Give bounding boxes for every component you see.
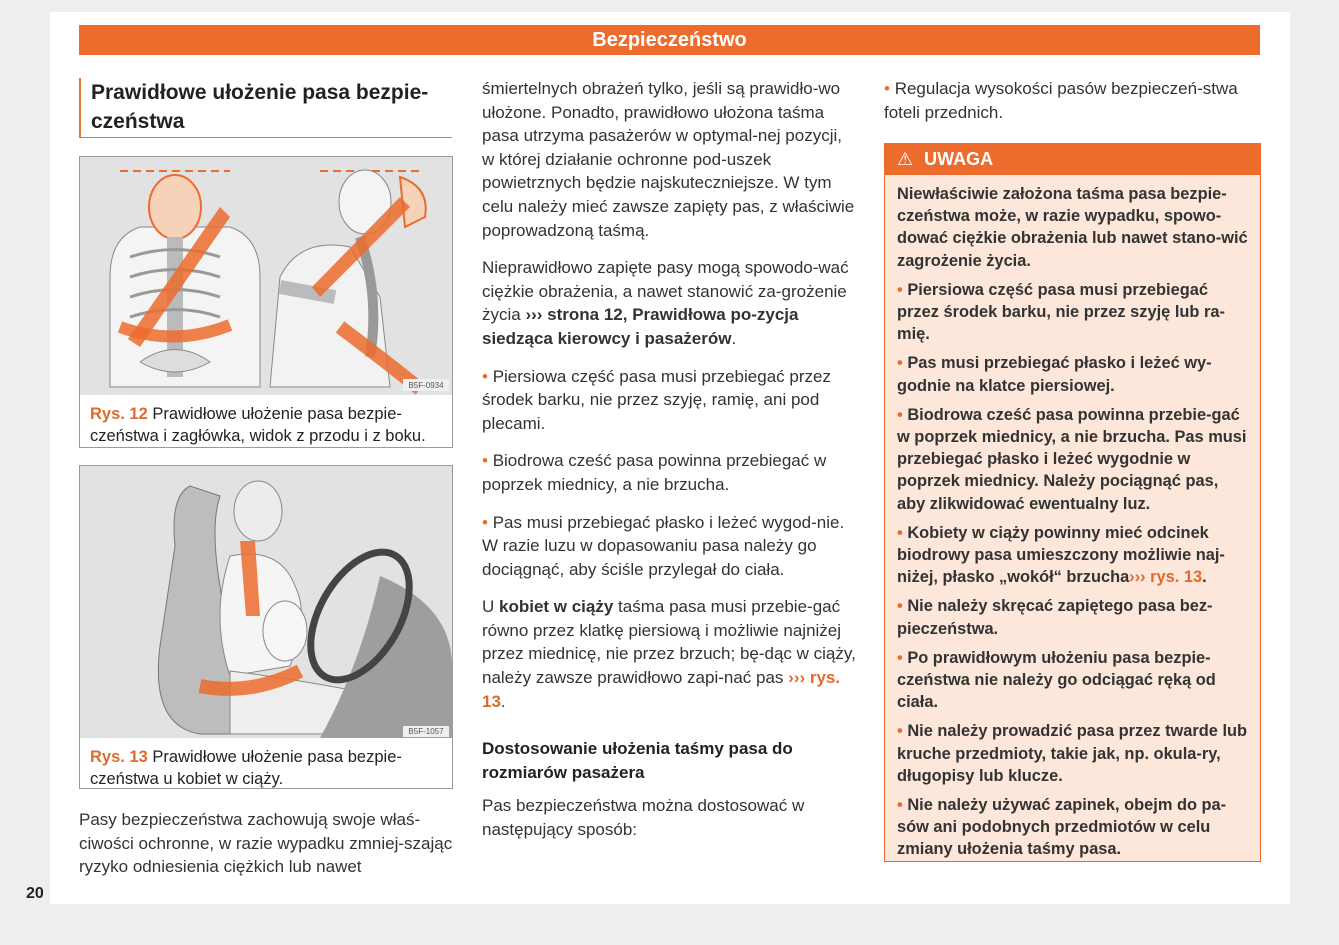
middle-paragraph-1: śmiertelnych obrażeń tylko, jeśli są prawidło-wo ułożone. Ponadto, prawidłowo ułożona taśma pasa utrzyma pasażerów w optymal-nej pozycji, w której działanie ochronne pod-uszek powietrznych będzie najskuteczniejsze. W tym celu należy mieć zawsze zapięty pas, z właściwie poprowadzoną taśmą. <box>482 79 855 240</box>
figure-13-caption <box>80 738 452 790</box>
figure-12-caption-text: Prawidłowe ułożenie pasa bezpie-czeństwa i zagłówka, widok z przodu i z boku. <box>90 405 426 445</box>
text-fragment: U <box>482 597 499 617</box>
bullet-text: Biodrowa cześć pasa powinna przebiegać w poprzek miednicy, a nie brzucha. <box>482 451 827 494</box>
bullet-icon: • <box>897 722 903 741</box>
bullet-text: Regulacja wysokości pasów bezpieczeń-stwa foteli przednich. <box>884 79 1238 122</box>
bullet-icon: • <box>482 512 488 532</box>
figure-13-reference-link[interactable]: ››› rys. 13 <box>482 668 841 711</box>
section-title-line2: czeństwa <box>91 110 185 133</box>
subheading: Dostosowanie ułożenia taśmy pasa do rozmiarów pasażera <box>482 739 793 782</box>
warning-box <box>884 143 1261 862</box>
bullet-icon: • <box>482 366 488 386</box>
left-paragraph: Pasy bezpieczeństwa zachowują swoje właś-ciwości ochronne, w razie wypadku zmniej-szając ryzyko odniesienia ciężkich lub nawet <box>79 810 453 877</box>
bullet-text: Pas musi przebiegać płasko i leżeć wygod-nie. W razie luzu w dopasowaniu pasa należy go dociągnąć, aby ściśle przylegał do ciała. <box>482 512 845 579</box>
warning-item-text: Po prawidłowym ułożeniu pasa bezpie-czeństwa nie należy go odciągać ręką od ciała. <box>897 648 1216 712</box>
text-fragment: taśma pasa musi przebie-gać równo przez klatkę piersiową i możliwie najniżej przez miednicę, nie przez brzuch; bę-dąc w ciąży, należy zawsze prawidłowo zapi-nać pas <box>482 597 856 688</box>
figure-code: B5F-0934 <box>408 381 444 390</box>
warning-item <box>897 720 1250 787</box>
page-header: Bezpieczeństwo <box>79 25 1260 55</box>
warning-item-text: Biodrowa cześć pasa powinna przebie-gać w poprzek miednicy, a nie brzucha. Pas musi przebiegać płasko i leżeć wygodnie w poprzek miednicy. Należy pociągnąć pas, aby zlikwidować ewentualny luz. <box>897 405 1247 513</box>
list-item <box>884 77 1254 124</box>
warning-body <box>885 175 1260 861</box>
figure-12-caption <box>80 395 452 447</box>
middle-column <box>482 77 856 856</box>
warning-item-text: Nie należy prowadzić pasa przez twarde lub kruche przedmioty, takie jak, np. okula-ry, długopisy lub klucze. <box>897 722 1248 785</box>
warning-item <box>897 404 1250 515</box>
warning-item-text: Pas musi przebiegać płasko i leżeć wy-godnie na klatce piersiowej. <box>897 354 1212 395</box>
figure-12-label: Rys. 12 <box>90 405 148 423</box>
section-title-line1: Prawidłowe ułożenie pasa bezpie- <box>91 81 429 104</box>
figure-12 <box>79 156 453 448</box>
list-item <box>482 365 856 436</box>
middle-paragraph-2-end: . <box>731 328 737 348</box>
bullet-icon: • <box>897 648 903 667</box>
bullet-icon: • <box>897 354 903 373</box>
list-item <box>482 449 856 496</box>
text-fragment: . <box>1202 568 1207 587</box>
figure-13 <box>79 465 453 789</box>
bullet-icon: • <box>897 597 903 616</box>
cross-reference-link[interactable]: ››› strona 12, Prawidłowa po-zycja siedząca kierowcy i pasażerów <box>482 305 799 348</box>
seatbelt-diagram-front-side <box>80 157 452 395</box>
page-number: 20 <box>26 885 44 902</box>
text-fragment: . <box>500 691 506 711</box>
middle-paragraph-2-start: Nieprawidłowo zapięte pasy mogą spowodo-wać ciężkie obrażenia, a nawet stanowić za-grożenie życia <box>482 258 849 325</box>
warning-item-text: Nie należy skręcać zapiętego pasa bez-pieczeństwa. <box>897 597 1213 638</box>
warning-item <box>897 794 1250 861</box>
figure-13-label: Rys. 13 <box>90 748 148 766</box>
warning-title: UWAGA <box>924 149 994 169</box>
middle-paragraph-3 <box>482 595 856 713</box>
figure-13-reference-link[interactable]: ››› rys. 13 <box>1129 568 1203 587</box>
bullet-icon: • <box>482 451 488 471</box>
warning-item <box>897 352 1250 396</box>
bullet-icon: • <box>897 405 903 424</box>
warning-item <box>897 647 1250 714</box>
middle-paragraph-4: Pas bezpieczeństwa można dostosować w następujący sposób: <box>482 796 805 840</box>
bullet-text: Piersiowa część pasa musi przebiegać przez środek barku, nie przez szyję, ramię, ani pod plecami. <box>482 366 831 433</box>
section-title <box>79 78 452 138</box>
right-column-text <box>884 77 1254 138</box>
pregnant-women-emphasis: kobiet w ciąży <box>499 597 614 617</box>
warning-intro: Niewłaściwie założona taśma pasa bezpie-czeństwa może, w razie wypadku, spowo-dować ciężkie obrażenia lub nawet stano-wić zagrożenie życia. <box>897 185 1248 270</box>
warning-item-text: Kobiety w ciąży powinny mieć odcinek biodrowy pasa umieszczony możliwie naj-niżej, płasko „wokół“ brzucha <box>897 523 1225 587</box>
warning-header <box>885 144 1260 175</box>
pregnant-woman-seatbelt-illustration <box>80 466 452 738</box>
left-column-text <box>79 808 455 893</box>
bullet-icon: • <box>897 280 903 299</box>
bullet-icon: • <box>897 523 903 542</box>
list-item <box>482 511 856 582</box>
warning-item-text: Nie należy używać zapinek, obejm do pa-sów ani podobnych przedmiotów w celu zmiany ułożenia taśmy pasa. <box>897 796 1227 859</box>
warning-item-text: Piersiowa część pasa musi przebiegać przez środek barku, nie przez szyję lub ra-mię. <box>897 280 1225 344</box>
warning-item <box>897 522 1250 589</box>
figure-13-caption-text: Prawidłowe ułożenie pasa bezpie-czeństwa u kobiet w ciąży. <box>90 748 402 788</box>
bullet-icon: • <box>884 79 890 98</box>
warning-item <box>897 595 1250 639</box>
bullet-icon: • <box>897 796 903 815</box>
warning-item <box>897 279 1250 346</box>
middle-paragraph-2 <box>482 256 856 350</box>
warning-triangle-icon: ⚠ <box>897 149 914 169</box>
figure-code: B5F-1057 <box>408 727 444 736</box>
